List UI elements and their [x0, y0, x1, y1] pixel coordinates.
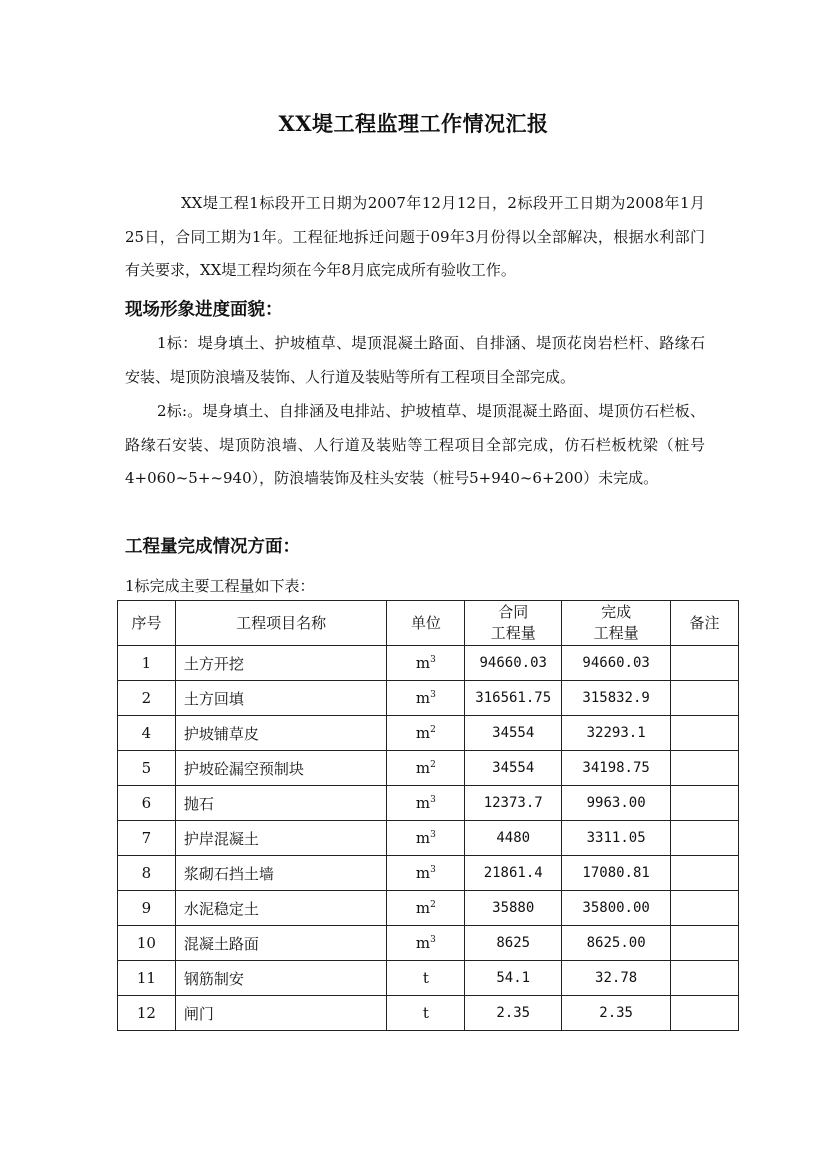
cell-no: 8 — [118, 856, 176, 891]
unit-symbol — [416, 794, 436, 812]
unit-exponent: 2 — [430, 900, 436, 910]
unit-symbol — [423, 1004, 429, 1022]
cell-unit — [387, 996, 465, 1031]
cell-done-qty: 9963.00 — [562, 786, 671, 821]
cell-done-qty: 3311.05 — [562, 821, 671, 856]
cell-unit — [387, 891, 465, 926]
unit-symbol — [416, 934, 436, 952]
table-row — [118, 891, 739, 926]
cell-no: 12 — [118, 996, 176, 1031]
unit-symbol — [416, 899, 436, 917]
cell-unit — [387, 751, 465, 786]
unit-exponent: 3 — [430, 865, 436, 875]
unit-symbol — [416, 759, 436, 777]
cell-no: 4 — [118, 716, 176, 751]
unit-symbol — [416, 864, 436, 882]
cell-note — [671, 996, 739, 1031]
cell-no: 6 — [118, 786, 176, 821]
unit-base: t — [422, 1004, 429, 1022]
cell-name: 护坡铺草皮 — [175, 716, 387, 751]
cell-unit — [387, 926, 465, 961]
unit-exponent: 3 — [430, 935, 436, 945]
unit-exponent: 3 — [430, 690, 436, 700]
unit-base: m — [415, 759, 431, 777]
cell-done-qty: 8625.00 — [562, 926, 671, 961]
cell-contract-qty: 54.1 — [465, 961, 562, 996]
quantity-table — [117, 600, 739, 1031]
unit-base: m — [415, 724, 431, 742]
table-row — [118, 996, 739, 1031]
cell-note — [671, 646, 739, 681]
cell-done-qty: 35800.00 — [562, 891, 671, 926]
unit-base: m — [415, 654, 431, 672]
table-row — [118, 716, 739, 751]
header-contract-line1: 合同 — [498, 603, 529, 621]
table-row — [118, 751, 739, 786]
table-row — [118, 821, 739, 856]
header-done-line2: 工程量 — [593, 624, 639, 642]
cell-no: 5 — [118, 751, 176, 786]
table-row — [118, 646, 739, 681]
table-row — [118, 926, 739, 961]
unit-symbol — [416, 724, 436, 742]
cell-no: 1 — [118, 646, 176, 681]
cell-done-qty: 32293.1 — [562, 716, 671, 751]
cell-no: 10 — [118, 926, 176, 961]
table-row — [118, 681, 739, 716]
cell-no: 11 — [118, 961, 176, 996]
cell-note — [671, 751, 739, 786]
unit-base: m — [415, 794, 431, 812]
cell-name: 钢筋制安 — [175, 961, 387, 996]
table-row — [118, 856, 739, 891]
unit-exponent: 3 — [430, 655, 436, 665]
table-caption: 1标完成主要工程量如下表： — [125, 577, 315, 595]
cell-name: 抛石 — [175, 786, 387, 821]
header-contract-qty — [465, 601, 562, 646]
cell-unit — [387, 856, 465, 891]
section1-paragraph-bid2: 2标:。堤身填土、自排涵及电排站、护坡植草、堤顶混凝土路面、堤顶仿石栏板、路缘石安装、堤顶防浪墙、人行道及装贴等工程项目全部完成，仿石栏板枕梁（桩号4+060~5+~940），防浪墙装饰及柱头安装（桩号5+940~6+200）未完成。 — [125, 402, 705, 487]
cell-contract-qty: 34554 — [465, 751, 562, 786]
cell-name: 土方开挖 — [175, 646, 387, 681]
intro-paragraph: XX堤工程1标段开工日期为2007年12月12日，2标段开工日期为2008年1月25日，合同工期为1年。工程征地拆迁问题于09年3月份得以全部解决，根据水利部门有关要求，XX堤工程均须在今年8月底完成所有验收工作。 — [125, 194, 705, 279]
cell-name: 水泥稳定土 — [175, 891, 387, 926]
cell-note — [671, 856, 739, 891]
header-contract-line2: 工程量 — [490, 624, 536, 642]
cell-unit — [387, 646, 465, 681]
cell-contract-qty: 94660.03 — [465, 646, 562, 681]
cell-note — [671, 891, 739, 926]
unit-base: m — [415, 829, 431, 847]
unit-exponent: 3 — [430, 795, 436, 805]
cell-unit — [387, 821, 465, 856]
cell-note — [671, 926, 739, 961]
unit-base: m — [415, 689, 431, 707]
unit-base: m — [415, 899, 431, 917]
section-heading-quantities: 工程量完成情况方面： — [125, 537, 300, 557]
cell-note — [671, 786, 739, 821]
cell-name: 护岸混凝土 — [175, 821, 387, 856]
cell-note — [671, 961, 739, 996]
table-row — [118, 786, 739, 821]
unit-exponent: 2 — [430, 760, 436, 770]
section1-paragraph-bid1: 1标：堤身填土、护坡植草、堤顶混凝土路面、自排涵、堤顶花岗岩栏杆、路缘石安装、堤顶防浪墙及装饰、人行道及装贴等所有工程项目全部完成。 — [125, 334, 705, 386]
unit-exponent: 2 — [430, 725, 436, 735]
unit-symbol — [423, 969, 429, 987]
cell-no: 7 — [118, 821, 176, 856]
header-done-qty — [562, 601, 671, 646]
cell-contract-qty: 35880 — [465, 891, 562, 926]
header-done-line1: 完成 — [601, 603, 632, 621]
unit-exponent: 3 — [430, 830, 436, 840]
cell-contract-qty: 34554 — [465, 716, 562, 751]
cell-no: 9 — [118, 891, 176, 926]
cell-unit — [387, 716, 465, 751]
table-row — [118, 961, 739, 996]
cell-done-qty: 32.78 — [562, 961, 671, 996]
cell-name: 混凝土路面 — [175, 926, 387, 961]
cell-name: 土方回填 — [175, 681, 387, 716]
unit-base: m — [415, 864, 431, 882]
cell-contract-qty: 2.35 — [465, 996, 562, 1031]
cell-contract-qty: 8625 — [465, 926, 562, 961]
header-no: 序号 — [118, 601, 176, 646]
cell-unit — [387, 681, 465, 716]
unit-base: m — [415, 934, 431, 952]
cell-name: 浆砌石挡土墙 — [175, 856, 387, 891]
cell-done-qty: 315832.9 — [562, 681, 671, 716]
cell-done-qty: 34198.75 — [562, 751, 671, 786]
cell-no: 2 — [118, 681, 176, 716]
table-header-row — [118, 601, 739, 646]
cell-contract-qty: 316561.75 — [465, 681, 562, 716]
cell-name: 闸门 — [175, 996, 387, 1031]
unit-symbol — [416, 689, 436, 707]
cell-note — [671, 681, 739, 716]
cell-done-qty: 94660.03 — [562, 646, 671, 681]
unit-symbol — [416, 829, 436, 847]
header-name: 工程项目名称 — [175, 601, 387, 646]
cell-note — [671, 716, 739, 751]
section-heading-progress: 现场形象进度面貌： — [125, 300, 283, 320]
cell-done-qty: 2.35 — [562, 996, 671, 1031]
cell-contract-qty: 21861.4 — [465, 856, 562, 891]
unit-base: t — [422, 969, 429, 987]
cell-contract-qty: 12373.7 — [465, 786, 562, 821]
cell-note — [671, 821, 739, 856]
cell-done-qty: 17080.81 — [562, 856, 671, 891]
header-note: 备注 — [671, 601, 739, 646]
cell-contract-qty: 4480 — [465, 821, 562, 856]
header-unit: 单位 — [387, 601, 465, 646]
cell-name: 护坡砼漏空预制块 — [175, 751, 387, 786]
document-title: XX堤工程监理工作情况汇报 — [278, 111, 549, 136]
cell-unit — [387, 961, 465, 996]
unit-symbol — [416, 654, 436, 672]
cell-unit — [387, 786, 465, 821]
